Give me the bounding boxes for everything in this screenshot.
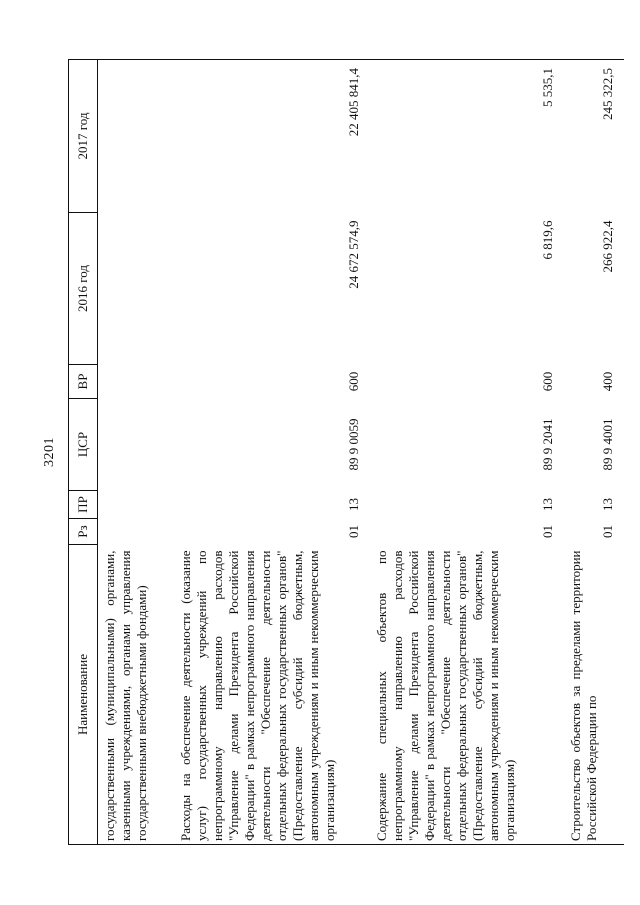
header-pr: ПР bbox=[69, 491, 98, 519]
row-pr bbox=[98, 491, 174, 519]
row-csr: 89 9 2041 bbox=[539, 418, 555, 471]
row-2017 bbox=[98, 60, 174, 213]
row-rz: 01 bbox=[539, 525, 555, 538]
row-name: Расходы на обеспечение деятельности (оказание услуг) государственных учреждений по непрограммному направлению расходов "Управление делами Президента Российской Федерации" в рамках непрограммного направления деятельности "Обеспечение деятельности отдельных федеральных государственных органов" (Предоставление субсидий бюджетным, автономным учреждениям и иным некоммерческим организациям) bbox=[174, 545, 370, 845]
table-header-row bbox=[69, 60, 98, 845]
row-rz: 01 bbox=[345, 525, 361, 538]
row-name: государственными (муниципальными) органами, казенными учреждениями, органами управления государственными внебюджетными фондами) bbox=[98, 545, 174, 845]
table-row bbox=[174, 60, 370, 845]
row-name: Содержание специальных объектов по непрограммному направлению расходов "Управление делами Президента Российской Федерации" в рамках непрограммного направления деятельности "Обеспечение деятельности отдельных федеральных государственных органов" (Предоставление субсидий бюджетным, автономным учреждениям и иным некоммерческим организациям) bbox=[370, 545, 564, 845]
header-rz: Рз bbox=[69, 519, 98, 545]
row-rz: 01 bbox=[599, 525, 615, 538]
header-2017: 2017 год bbox=[69, 60, 98, 213]
row-vr: 400 bbox=[599, 371, 615, 392]
header-vr: ВР bbox=[69, 365, 98, 399]
header-name: Наименование bbox=[69, 545, 98, 845]
table-row bbox=[98, 60, 174, 845]
row-pr: 13 bbox=[539, 498, 555, 511]
row-2016: 266 922,4 bbox=[599, 220, 615, 273]
row-2017: 22 405 841,4 bbox=[174, 60, 370, 213]
header-csr: ЦСР bbox=[69, 399, 98, 491]
row-vr bbox=[98, 365, 174, 399]
table-row bbox=[370, 60, 564, 845]
table-row bbox=[564, 60, 624, 845]
row-csr bbox=[98, 399, 174, 491]
row-vr: 600 bbox=[539, 371, 555, 392]
row-2016: 6 819,6 bbox=[539, 220, 555, 260]
budget-table-rotated bbox=[68, 60, 628, 845]
row-pr: 13 bbox=[599, 498, 615, 511]
row-2016 bbox=[98, 213, 174, 365]
page-number: 3201 bbox=[42, 437, 57, 467]
row-csr: 89 9 4001 bbox=[599, 418, 615, 471]
row-name: Строительство объектов за пределами территории Российской Федерации по bbox=[564, 545, 624, 845]
row-2016: 24 672 574,9 bbox=[345, 220, 361, 289]
row-rz bbox=[98, 519, 174, 545]
row-csr: 89 9 0059 bbox=[345, 418, 361, 471]
row-pr: 13 bbox=[345, 498, 361, 511]
budget-table bbox=[68, 59, 624, 845]
row-2017: 245 322,5 bbox=[564, 60, 624, 213]
header-2016: 2016 год bbox=[69, 213, 98, 365]
row-vr: 600 bbox=[345, 371, 361, 392]
row-2017: 5 535,1 bbox=[370, 60, 564, 213]
